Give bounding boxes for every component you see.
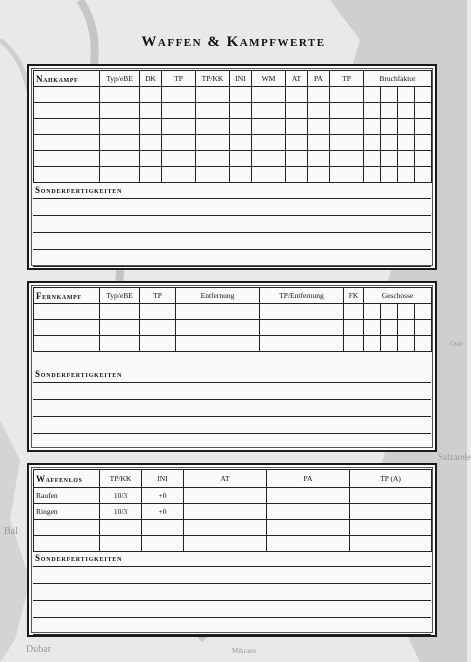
value-cell[interactable] (162, 151, 196, 167)
column-header: Entfernung (176, 288, 260, 304)
column-header: TP/KK (196, 71, 230, 87)
tpkk-value[interactable]: 10/3 (100, 504, 142, 520)
value-cell[interactable] (196, 119, 230, 135)
sonderfertigkeiten-line[interactable] (33, 250, 431, 267)
column-header: Typ/eBE (100, 71, 140, 87)
map-label-mikrano: Mikrano (232, 647, 257, 655)
column-header: FK (344, 288, 364, 304)
value-cell[interactable] (260, 336, 344, 352)
value-cell[interactable] (230, 167, 252, 183)
value-cell[interactable] (415, 320, 432, 336)
column-header: TP (330, 71, 364, 87)
sonderfertigkeiten-line[interactable] (33, 233, 431, 250)
waffenlos-section-label: Waffenlos (34, 470, 100, 488)
ini-value[interactable]: +0 (142, 504, 184, 520)
sonderfertigkeiten-line[interactable] (33, 417, 431, 434)
waffenlos-box (27, 463, 437, 637)
value-cell[interactable] (162, 87, 196, 103)
value-cell[interactable] (364, 119, 381, 135)
value-cell[interactable] (100, 151, 140, 167)
tpkk-value[interactable]: 10/3 (100, 488, 142, 504)
value-cell[interactable] (196, 135, 230, 151)
value-cell[interactable] (415, 119, 432, 135)
value-cell[interactable] (140, 167, 162, 183)
value-cell[interactable] (330, 87, 364, 103)
column-header: Bruchfaktor (364, 71, 432, 87)
value-cell[interactable] (100, 103, 140, 119)
nahkampf-box (27, 64, 437, 270)
value-cell[interactable] (398, 87, 415, 103)
value-cell[interactable] (381, 320, 398, 336)
value-cell[interactable] (381, 119, 398, 135)
sonderfertigkeiten-heading: Sonderfertigkeiten (33, 367, 431, 383)
column-header: TP/Entfernung (260, 288, 344, 304)
value-cell[interactable] (100, 119, 140, 135)
table-row (34, 119, 432, 135)
value-cell[interactable] (398, 151, 415, 167)
at-value[interactable] (184, 504, 267, 520)
weapon-name-cell[interactable] (34, 87, 100, 103)
table-row (34, 135, 432, 151)
nahkampf-table (33, 70, 432, 183)
value-cell[interactable] (415, 167, 432, 183)
value-cell[interactable] (252, 135, 286, 151)
value-cell[interactable] (230, 103, 252, 119)
value-cell[interactable] (415, 87, 432, 103)
value-cell[interactable] (364, 135, 381, 151)
value-cell[interactable] (398, 167, 415, 183)
at-value[interactable] (184, 520, 267, 536)
table-row (34, 103, 432, 119)
value-cell[interactable] (330, 135, 364, 151)
pa-value[interactable] (267, 504, 350, 520)
tpkk-value[interactable] (100, 536, 142, 552)
value-cell[interactable] (162, 103, 196, 119)
fernkampf-sonderfertigkeiten (33, 367, 431, 451)
column-header: WM (252, 71, 286, 87)
column-header: TP (162, 71, 196, 87)
value-cell[interactable] (398, 336, 415, 352)
value-cell[interactable] (162, 167, 196, 183)
table-row (34, 151, 432, 167)
table-row (34, 488, 432, 504)
sonderfertigkeiten-line[interactable] (33, 383, 431, 400)
value-cell[interactable] (381, 336, 398, 352)
at-value[interactable] (184, 536, 267, 552)
column-header: TP/KK (100, 470, 142, 488)
weapon-name-cell[interactable] (34, 167, 100, 183)
sonderfertigkeiten-line[interactable] (33, 216, 431, 233)
value-cell[interactable] (286, 135, 308, 151)
nahkampf-sonderfertigkeiten (33, 183, 431, 267)
column-header: INI (142, 470, 184, 488)
value-cell[interactable] (140, 320, 176, 336)
weapon-name[interactable]: Ringen (34, 504, 100, 520)
value-cell[interactable] (308, 87, 330, 103)
value-cell[interactable] (286, 119, 308, 135)
value-cell[interactable] (398, 304, 415, 320)
value-cell[interactable] (176, 336, 260, 352)
weapon-name-cell[interactable] (34, 336, 100, 352)
value-cell[interactable] (286, 103, 308, 119)
value-cell[interactable] (176, 320, 260, 336)
value-cell[interactable] (364, 87, 381, 103)
nahkampf-body (34, 87, 432, 183)
column-header: TP (A) (350, 470, 432, 488)
value-cell[interactable] (196, 87, 230, 103)
value-cell[interactable] (252, 167, 286, 183)
value-cell[interactable] (364, 320, 381, 336)
pa-value[interactable] (267, 520, 350, 536)
sonderfertigkeiten-line[interactable] (33, 601, 431, 618)
value-cell[interactable] (100, 304, 140, 320)
sonderfertigkeiten-line[interactable] (33, 618, 431, 635)
value-cell[interactable] (140, 103, 162, 119)
value-cell[interactable] (252, 103, 286, 119)
value-cell[interactable] (364, 103, 381, 119)
waffenlos-table (33, 469, 432, 552)
value-cell[interactable] (398, 135, 415, 151)
value-cell[interactable] (100, 135, 140, 151)
map-label-salzarele: Salzarele (438, 452, 471, 462)
value-cell[interactable] (364, 151, 381, 167)
value-cell[interactable] (100, 320, 140, 336)
waffenlos-header-row (34, 470, 432, 488)
value-cell[interactable] (286, 87, 308, 103)
value-cell[interactable] (140, 336, 176, 352)
fernkampf-header-row (34, 288, 432, 304)
value-cell[interactable] (308, 151, 330, 167)
value-cell[interactable] (286, 151, 308, 167)
weapon-name-cell[interactable] (34, 304, 100, 320)
pa-value[interactable] (267, 488, 350, 504)
nahkampf-header-row (34, 71, 432, 87)
value-cell[interactable] (230, 151, 252, 167)
value-cell[interactable] (308, 167, 330, 183)
value-cell[interactable] (176, 304, 260, 320)
at-value[interactable] (184, 488, 267, 504)
table-row (34, 87, 432, 103)
value-cell[interactable] (140, 119, 162, 135)
value-cell[interactable] (381, 151, 398, 167)
value-cell[interactable] (162, 135, 196, 151)
tpkk-value[interactable] (100, 520, 142, 536)
tp-a-value[interactable] (350, 488, 432, 504)
value-cell[interactable] (381, 304, 398, 320)
value-cell[interactable] (364, 167, 381, 183)
value-cell[interactable] (415, 103, 432, 119)
value-cell[interactable] (260, 320, 344, 336)
fernkampf-table (33, 287, 432, 352)
column-header: Geschosse (364, 288, 432, 304)
value-cell[interactable] (381, 103, 398, 119)
value-cell[interactable] (286, 167, 308, 183)
value-cell[interactable] (252, 87, 286, 103)
table-row (34, 336, 432, 352)
column-header: DK (140, 71, 162, 87)
value-cell[interactable] (330, 103, 364, 119)
column-header: INI (230, 71, 252, 87)
value-cell[interactable] (100, 336, 140, 352)
value-cell[interactable] (196, 151, 230, 167)
ini-value[interactable]: +0 (142, 488, 184, 504)
value-cell[interactable] (140, 87, 162, 103)
sonderfertigkeiten-line[interactable] (33, 567, 431, 584)
table-row (34, 320, 432, 336)
weapon-name-cell[interactable] (34, 103, 100, 119)
weapon-name-cell[interactable] (34, 151, 100, 167)
table-row (34, 504, 432, 520)
value-cell[interactable] (162, 119, 196, 135)
value-cell[interactable] (398, 320, 415, 336)
value-cell[interactable] (140, 135, 162, 151)
value-cell[interactable] (330, 119, 364, 135)
pa-value[interactable] (267, 536, 350, 552)
weapon-name[interactable]: Raufen (34, 488, 100, 504)
sonderfertigkeiten-line[interactable] (33, 584, 431, 601)
value-cell[interactable] (398, 103, 415, 119)
tp-a-value[interactable] (350, 520, 432, 536)
map-label-oste: Oste (450, 340, 463, 348)
sonderfertigkeiten-heading: Sonderfertigkeiten (33, 551, 431, 567)
weapon-name-cell[interactable] (34, 135, 100, 151)
table-row (34, 167, 432, 183)
value-cell[interactable] (381, 167, 398, 183)
value-cell[interactable] (252, 119, 286, 135)
value-cell[interactable] (415, 336, 432, 352)
value-cell[interactable] (308, 135, 330, 151)
value-cell[interactable] (140, 151, 162, 167)
value-cell[interactable] (381, 135, 398, 151)
sonderfertigkeiten-line[interactable] (33, 199, 431, 216)
value-cell[interactable] (415, 151, 432, 167)
value-cell[interactable] (308, 103, 330, 119)
table-row (34, 536, 432, 552)
table-row (34, 520, 432, 536)
page-title: Waffen & Kampfwerte (141, 34, 326, 50)
value-cell[interactable] (230, 119, 252, 135)
nahkampf-section-label: Nahkampf (34, 71, 100, 87)
value-cell[interactable] (308, 119, 330, 135)
value-cell[interactable] (344, 336, 364, 352)
tp-a-value[interactable] (350, 504, 432, 520)
weapon-name[interactable] (34, 520, 100, 536)
table-row (34, 304, 432, 320)
weapon-name-cell[interactable] (34, 119, 100, 135)
value-cell[interactable] (344, 320, 364, 336)
tp-a-value[interactable] (350, 536, 432, 552)
value-cell[interactable] (252, 151, 286, 167)
weapon-name[interactable] (34, 536, 100, 552)
column-header: TP (140, 288, 176, 304)
value-cell[interactable] (415, 304, 432, 320)
sonderfertigkeiten-heading: Sonderfertigkeiten (33, 183, 431, 199)
value-cell[interactable] (230, 87, 252, 103)
value-cell[interactable] (260, 304, 344, 320)
map-label-dubar: Dubar (26, 644, 51, 655)
fernkampf-body (34, 304, 432, 352)
value-cell[interactable] (364, 336, 381, 352)
weapon-name-cell[interactable] (34, 320, 100, 336)
value-cell[interactable] (364, 304, 381, 320)
value-cell[interactable] (344, 304, 364, 320)
value-cell[interactable] (398, 119, 415, 135)
value-cell[interactable] (100, 167, 140, 183)
column-header: AT (286, 71, 308, 87)
value-cell[interactable] (381, 87, 398, 103)
column-header: PA (308, 71, 330, 87)
waffenlos-sonderfertigkeiten (33, 551, 431, 635)
value-cell[interactable] (415, 135, 432, 151)
value-cell[interactable] (140, 304, 176, 320)
sonderfertigkeiten-line[interactable] (33, 434, 431, 451)
ini-value[interactable] (142, 520, 184, 536)
fernkampf-box (27, 281, 437, 452)
value-cell[interactable] (196, 167, 230, 183)
ini-value[interactable] (142, 536, 184, 552)
value-cell[interactable] (230, 135, 252, 151)
fernkampf-section-label: Fernkampf (34, 288, 100, 304)
column-header: Typ/eBE (100, 288, 140, 304)
value-cell[interactable] (330, 167, 364, 183)
value-cell[interactable] (196, 103, 230, 119)
sonderfertigkeiten-line[interactable] (33, 400, 431, 417)
value-cell[interactable] (330, 151, 364, 167)
column-header: AT (184, 470, 267, 488)
value-cell[interactable] (100, 87, 140, 103)
map-label-bal: Bal (4, 526, 18, 537)
column-header: PA (267, 470, 350, 488)
